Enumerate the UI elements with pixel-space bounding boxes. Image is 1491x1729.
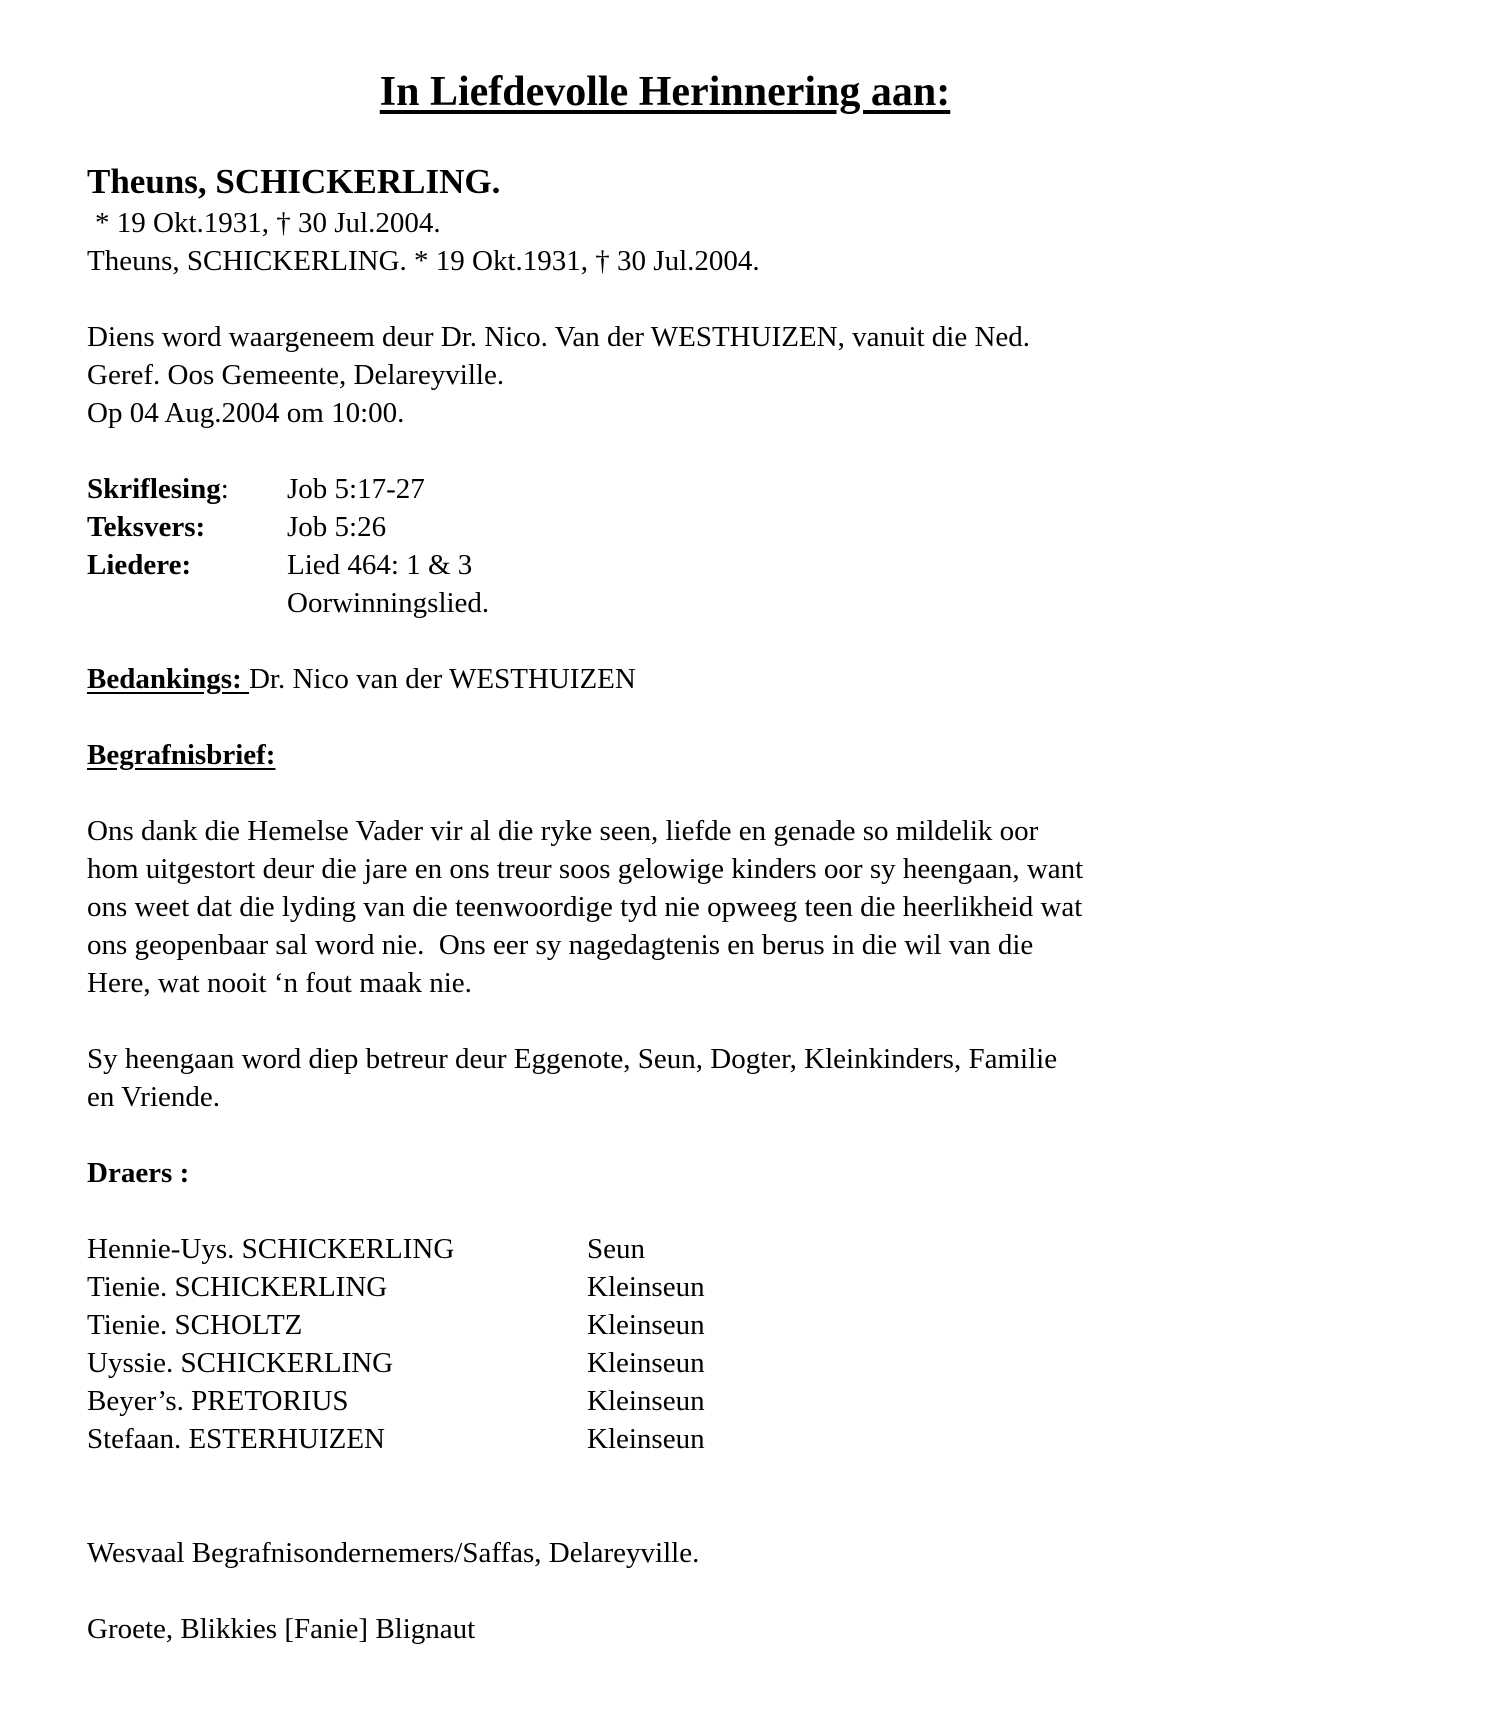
document-body <box>87 160 1347 1648</box>
reading-label: Liedere: <box>87 549 192 581</box>
letter-line: hom uitgestort deur die jare en ons treur soos gelowige kinders oor sy heengaan, want <box>87 853 1084 885</box>
reading-label-colon: : <box>220 473 229 505</box>
pallbearer-row <box>87 1268 1347 1306</box>
pallbearer-row <box>87 1382 1347 1420</box>
pallbearer-name: Hennie-Uys. SCHICKERLING <box>87 1233 455 1265</box>
pallbearer-relation: Kleinseun <box>587 1423 705 1455</box>
pallbearer-relation: Kleinseun <box>587 1271 705 1303</box>
reading-row-hymns-2 <box>87 584 1347 622</box>
service-line-3: Op 04 Aug.2004 om 10:00. <box>87 397 405 429</box>
pallbearers-heading: Draers : <box>87 1157 190 1189</box>
reading-value: Lied 464: 1 & 3 <box>287 549 473 581</box>
letter-line: Here, wat nooit ‘n fout maak nie. <box>87 967 472 999</box>
deceased-name-heading: Theuns, SCHICKERLING. <box>87 162 501 201</box>
pallbearer-row <box>87 1344 1347 1382</box>
name-dates-line: Theuns, SCHICKERLING. * 19 Okt.1931, † 30 Jul.2004. <box>87 245 760 277</box>
pallbearer-relation: Kleinseun <box>587 1385 705 1417</box>
pallbearer-row <box>87 1306 1347 1344</box>
service-line-2: Geref. Oos Gemeente, Delareyville. <box>87 359 505 391</box>
thanks-value: Dr. Nico van der WESTHUIZEN <box>248 663 636 695</box>
reading-row-hymns <box>87 546 1347 584</box>
birth-death-dates: * 19 Okt.1931, † 30 Jul.2004. <box>95 207 441 239</box>
thanks-label: Bedankings: <box>87 663 249 695</box>
letter-heading: Begrafnisbrief: <box>87 739 276 771</box>
pallbearer-name: Uyssie. SCHICKERLING <box>87 1347 394 1379</box>
reading-label <box>87 584 287 622</box>
pallbearer-name: Stefaan. ESTERHUIZEN <box>87 1423 385 1455</box>
reading-value: Job 5:17-27 <box>287 473 425 505</box>
undertaker-line: Wesvaal Begrafnisondernemers/Saffas, Delareyville. <box>87 1537 700 1569</box>
pallbearer-name: Beyer’s. PRETORIUS <box>87 1385 349 1417</box>
reading-label: Teksvers: <box>87 511 206 543</box>
letter-line: Ons dank die Hemelse Vader vir al die ryke seen, liefde en genade so mildelik oor <box>87 815 1039 847</box>
pallbearer-relation: Seun <box>587 1233 645 1265</box>
pallbearer-row <box>87 1230 1347 1268</box>
reading-row-scripture <box>87 470 1347 508</box>
reading-row-text-verse <box>87 508 1347 546</box>
mourners-line: Sy heengaan word diep betreur deur Eggenote, Seun, Dogter, Kleinkinders, Familie <box>87 1043 1058 1075</box>
pallbearer-relation: Kleinseun <box>587 1347 705 1379</box>
letter-line: ons geopenbaar sal word nie. Ons eer sy nagedagtenis en berus in die wil van die <box>87 929 1034 961</box>
pallbearer-row <box>87 1420 1347 1458</box>
service-line-1: Diens word waargeneem deur Dr. Nico. Van der WESTHUIZEN, vanuit die Ned. <box>87 321 1031 353</box>
reading-label: Skriflesing <box>87 473 221 505</box>
mourners-line: en Vriende. <box>87 1081 221 1113</box>
reading-value: Oorwinningslied. <box>287 587 490 619</box>
reading-value: Job 5:26 <box>287 511 387 543</box>
page-title: In Liefdevolle Herinnering aan: <box>379 69 951 115</box>
pallbearer-relation: Kleinseun <box>587 1309 705 1341</box>
pallbearer-name: Tienie. SCHICKERLING <box>87 1271 388 1303</box>
closing-line: Groete, Blikkies [Fanie] Blignaut <box>87 1613 476 1645</box>
pallbearer-name: Tienie. SCHOLTZ <box>87 1309 303 1341</box>
thanks-line <box>87 660 1347 698</box>
letter-line: ons weet dat die lyding van die teenwoordige tyd nie opweeg teen die heerlikheid wat <box>87 891 1083 923</box>
